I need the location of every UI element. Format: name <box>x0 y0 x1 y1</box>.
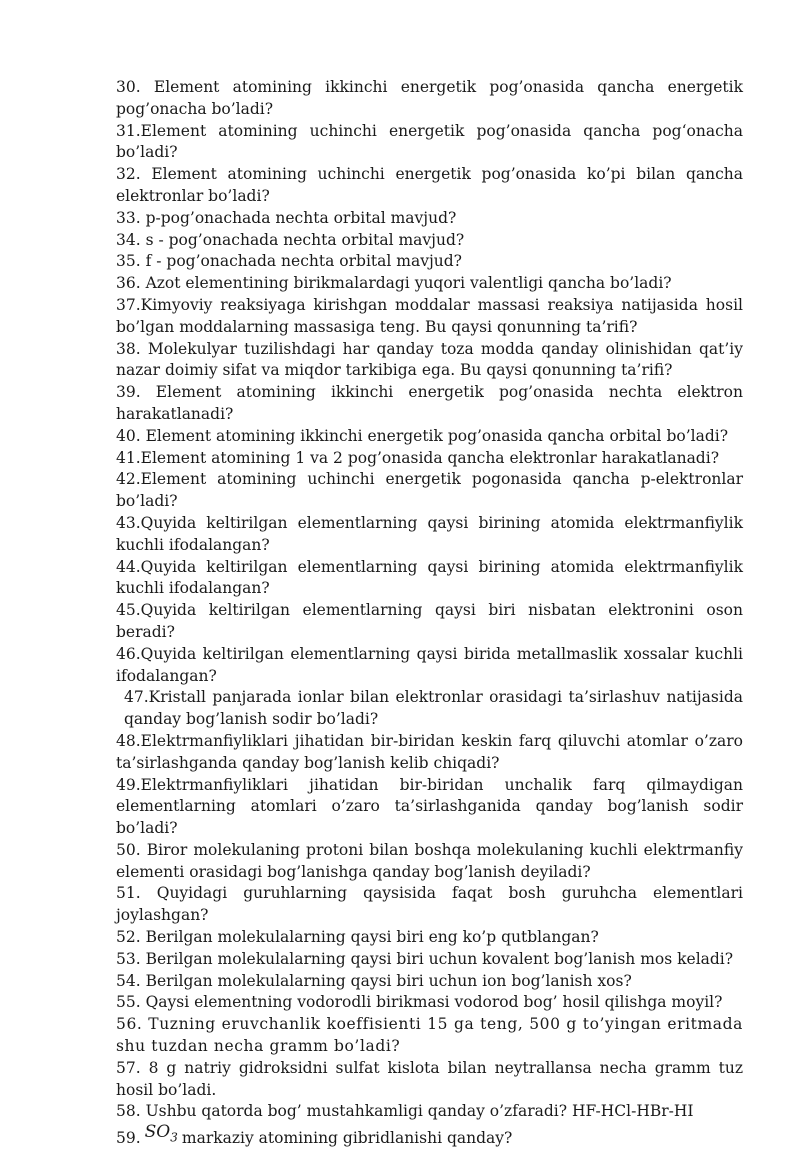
question-44: 44.Quyida keltirilgan elementlarning qaysi birining atomida elektrmanfiylik kuchli ifodalangan? <box>116 557 743 598</box>
question-57: 57. 8 g natriy gidroksidni sulfat kislota bilan neytrallansa necha gramm tuz hosil bo’ladi. <box>116 1058 743 1099</box>
question-34: 34. s - pog’onachada nechta orbital mavjud? <box>116 230 465 249</box>
question-33: 33. p-pog’onachada nechta orbital mavjud? <box>116 208 457 227</box>
question-list <box>116 77 743 1156</box>
question-58: 58. Ushbu qatorda bog’ mustahkamligi qanday o’zfaradi? HF-HCl-HBr-HI <box>116 1102 694 1121</box>
question-59-text: markaziy atomining gibridlanishi qanday? <box>181 1129 513 1148</box>
question-59-number: 59. <box>116 1129 141 1148</box>
question-42: 42.Element atomining uchinchi energetik pogonasida qancha p-elektronlar bo’ladi? <box>116 470 743 511</box>
question-48: 48.Elektrmanfiyliklari jihatidan bir-biridan keskin farq qiluvchi atomlar o’zaro ta’sirlashganda qanday bog’lanish kelib chiqadi? <box>116 731 743 772</box>
question-37: 37.Kimyoviy reaksiyaga kirishgan moddalar massasi reaksiya natijasida hosil bo’lgan moddalarning massasiga teng. Bu qaysi qonunning ta’rifi? <box>116 295 743 336</box>
question-54: 54. Berilgan molekulalarning qaysi biri uchun ion bog’lanish xos? <box>116 971 632 990</box>
question-47: 47.Kristall panjarada ionlar bilan elektronlar orasidagi ta’sirlashuv natijasida qanday bog’lanish sodir bo’ladi? <box>124 688 743 729</box>
question-43: 43.Quyida keltirilgan elementlarning qaysi birining atomida elektrmanfiylik kuchli ifodalangan? <box>116 513 743 554</box>
question-40: 40. Element atomining ikkinchi energetik pog’onasida qancha orbital bo’ladi? <box>116 426 729 445</box>
question-56: 56. Tuzning eruvchanlik koeffisienti 15 ga teng, 500 g to’yingan eritmada shu tuzdan necha gramm bo’ladi? <box>116 1015 743 1056</box>
question-50: 50. Biror molekulaning protoni bilan boshqa molekulaning kuchli elektrmanfiy elementi orasidagi bog’lanishga qanday bog’lanish deyiladi? <box>116 840 743 881</box>
question-51: 51. Quyidagi guruhlarning qaysisida faqat bosh guruhcha elementlari joylashgan? <box>116 884 743 925</box>
formula-subscript: 3 <box>170 1130 178 1145</box>
question-30: 30. Element atomining ikkinchi energetik pog’onasida qancha energetik pog’onacha bo’ladi? <box>116 78 743 118</box>
question-45: 45.Quyida keltirilgan elementlarning qaysi biri nisbatan elektronini oson beradi? <box>116 601 743 641</box>
question-35: 35. f - pog’onachada nechta orbital mavjud? <box>116 252 462 271</box>
question-36: 36. Azot elementining birikmalardagi yuqori valentligi qancha bo’ladi? <box>116 274 672 293</box>
question-39: 39. Element atomining ikkinchi energetik pog’onasida nechta elektron harakatlanadi? <box>116 383 743 423</box>
question-38: 38. Molekulyar tuzilishdagi har qanday toza modda qanday olinishidan qat’iy nazar doimiy sifat va miqdor tarkibiga ega. Bu qaysi qonunning ta’rifi? <box>116 339 743 380</box>
question-52: 52. Berilgan molekulalarning qaysi biri eng ko’p qutblangan? <box>116 928 599 947</box>
question-41: 41.Element atomining 1 va 2 pog’onasida qancha elektronlar harakatlanadi? <box>116 448 720 467</box>
question-46: 46.Quyida keltirilgan elementlarning qaysi birida metallmaslik xossalar kuchli ifodalangan? <box>116 644 743 685</box>
question-49: 49.Elektrmanfiyliklari jihatidan bir-biridan unchalik farq qilmaydigan elementlarning atomlari o’zaro ta’sirlashganida qanday bog’lanish sodir bo’ladi? <box>116 775 743 838</box>
question-32: 32. Element atomining uchinchi energetik pog’onasida ko’pi bilan qancha elektronlar bo’ladi? <box>116 165 743 205</box>
so3-formula <box>144 1122 178 1145</box>
question-53: 53. Berilgan molekulalarning qaysi biri uchun kovalent bog’lanish mos keladi? <box>116 949 734 968</box>
question-31: 31.Element atomining uchinchi energetik pog’onasida qancha pog‘onacha bo’ladi? <box>116 121 743 162</box>
formula-base: SO <box>144 1122 171 1143</box>
question-55: 55. Qaysi elementning vodorodli birikmasi vodorod bog’ hosil qilishga moyil? <box>116 993 723 1012</box>
